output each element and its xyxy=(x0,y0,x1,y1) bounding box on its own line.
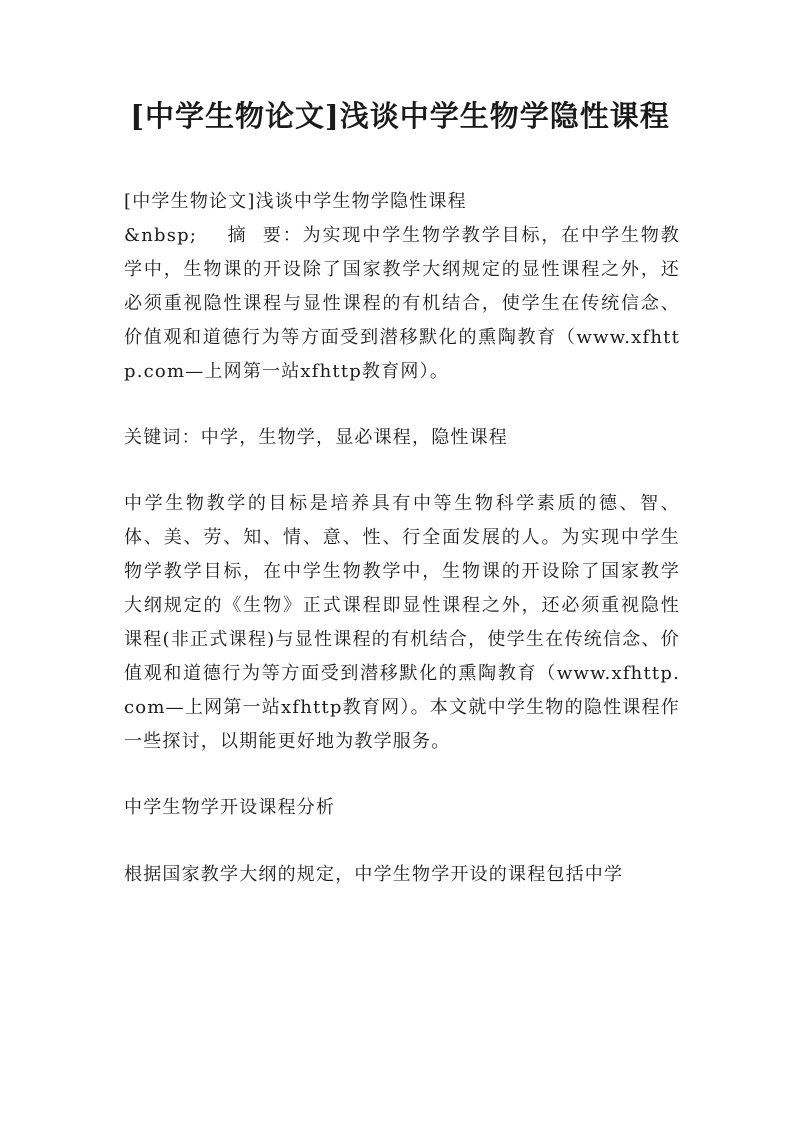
keywords-paragraph: 关键词：中学，生物学，显必课程，隐性课程 xyxy=(124,427,508,448)
document-title: [中学生物论文]浅谈中学生物学隐性课程 xyxy=(130,99,670,133)
section-paragraph: 根据国家教学大纲的规定，中学生物学开设的课程包括中学 xyxy=(124,864,624,885)
section-heading: 中学生物学开设课程分析 xyxy=(124,797,336,818)
subtitle-line: [中学生物论文]浅谈中学生物学隐性课程 xyxy=(124,191,467,212)
paragraph-gap xyxy=(124,825,680,858)
paragraph-gap xyxy=(124,455,680,487)
intro-paragraph: 中学生物教学的目标是培养具有中等生物科学素质的德、智、体、美、劳、知、情、意、性、行全面发展的人。为实现中学生物学教学目标，在中学生物教学中，生物课的开设除了国家教学大纲规定的《生物》正式课程即显性课程之外，还必须重视隐性课程(非正式课程)与显性课程的有机结合，使学生在传统信念、价值观和道德行为等方面受到潜移默化的熏陶教育（www.xfhttp.com—上网第一站xfhttp教育网）。本文就中学生物的隐性课程作一些探讨，以期能更好地为教学服务。 xyxy=(124,493,680,752)
abstract-paragraph: &nbsp; 摘 要：为实现中学生物学教学目标，在中学生物教学中，生物课的开设除了国家教学大纲规定的显性课程之外，还必须重视隐性课程与显性课程的有机结合，使学生在传统信念、价值观和道德行为等方面受到潜移默化的熏陶教育（www.xfhttp.com—上网第一站xfhttp教育网）。 xyxy=(124,225,680,382)
document-body xyxy=(124,185,680,892)
paragraph-gap xyxy=(124,389,680,421)
paragraph-gap xyxy=(124,759,680,791)
